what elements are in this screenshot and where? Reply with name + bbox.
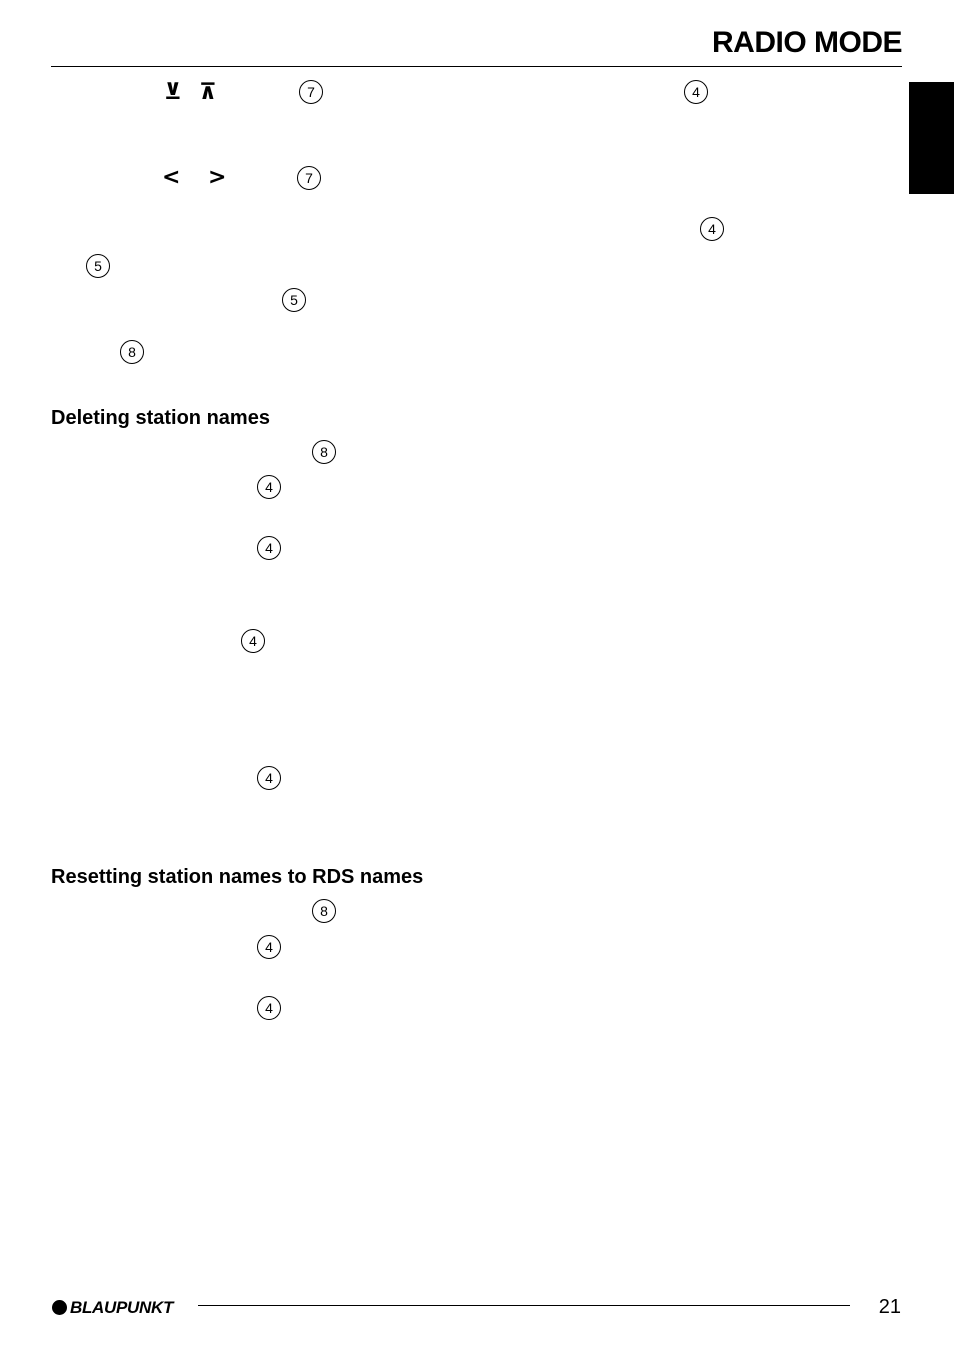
callout-5: 5	[282, 288, 306, 312]
up-arrow-key-icon: ⊼	[199, 80, 217, 105]
down-arrow-key-icon: ⊻	[164, 80, 182, 105]
language-tab-marker	[909, 82, 954, 194]
callout-4: 4	[257, 766, 281, 790]
footer-divider	[198, 1305, 850, 1306]
brand-name: BLAUPUNKT	[70, 1297, 174, 1317]
callout-4: 4	[257, 475, 281, 499]
header-divider	[51, 66, 902, 67]
callout-4: 4	[257, 996, 281, 1020]
section-heading-resetting: Resetting station names to RDS names	[51, 866, 424, 888]
logo-dot-icon	[52, 1300, 67, 1315]
callout-4: 4	[241, 629, 265, 653]
callout-7: 7	[297, 166, 321, 190]
callout-8: 8	[120, 340, 144, 364]
section-heading-deleting: Deleting station names	[51, 407, 270, 429]
callout-8: 8	[312, 899, 336, 923]
left-arrow-key-icon: <	[162, 165, 181, 190]
callout-4: 4	[257, 935, 281, 959]
callout-4: 4	[700, 217, 724, 241]
callout-7: 7	[299, 80, 323, 104]
callout-8: 8	[312, 440, 336, 464]
page-title: RADIO MODE	[712, 26, 902, 59]
callout-4: 4	[684, 80, 708, 104]
page-number: 21	[878, 1296, 901, 1318]
brand-logo	[52, 1298, 173, 1316]
right-arrow-key-icon: >	[208, 165, 227, 190]
callout-5: 5	[86, 254, 110, 278]
callout-4: 4	[257, 536, 281, 560]
